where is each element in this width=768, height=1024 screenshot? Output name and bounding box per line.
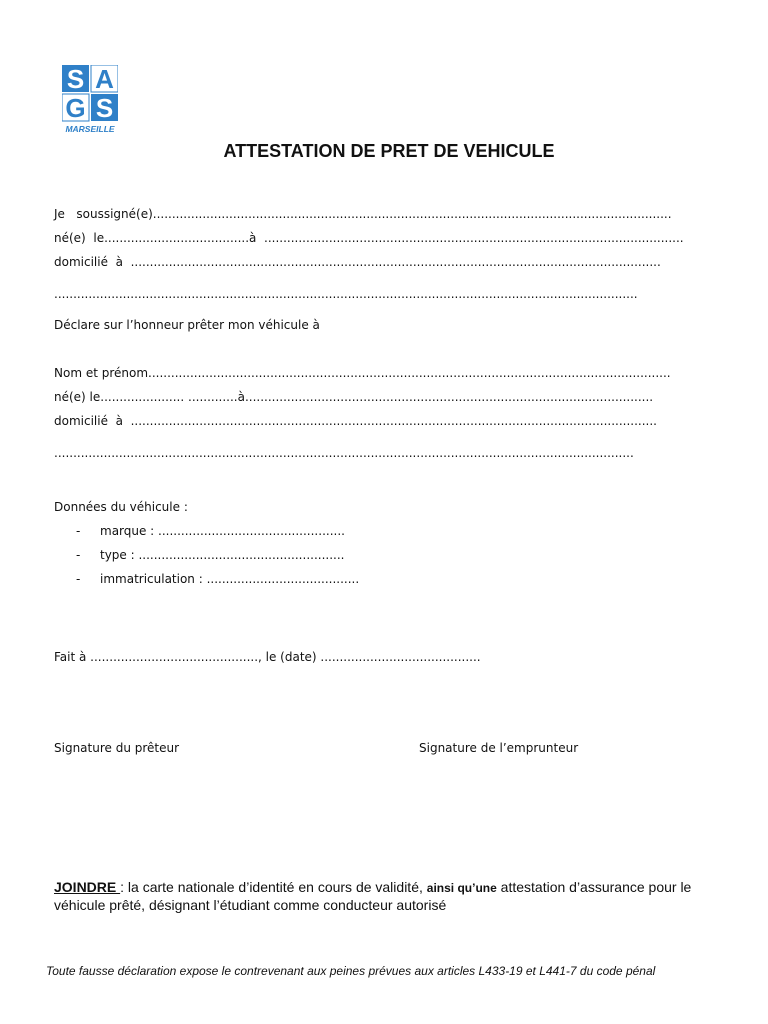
- logo-letter-2: A: [95, 65, 115, 94]
- sags-logo-mark: [62, 65, 118, 135]
- borrower-signature-label: Signature de l’emprunteur: [419, 741, 579, 755]
- joindre-text-1: : la carte nationale d’identité en cours de validité,: [120, 879, 427, 895]
- joindre-text-2: attestation d’assurance pour le véhicule prêté, désignant l’étudiant comme conducteur autorisé: [54, 879, 692, 913]
- vehicle-heading: Données du véhicule :: [54, 500, 188, 514]
- bullet-dash: -: [76, 524, 81, 538]
- borrower-address-line-2[interactable]: ........................................................................................................................................................: [54, 446, 634, 460]
- logo-letter-4: S: [96, 93, 114, 123]
- joindre-label: JOINDRE: [54, 879, 121, 895]
- document-title: ATTESTATION DE PRET DE VEHICULE: [223, 141, 555, 161]
- logo-subtitle: MARSEILLE: [65, 124, 115, 134]
- vehicle-brand-line[interactable]: marque : .................................................: [100, 524, 345, 538]
- lender-address-line-2[interactable]: .........................................................................................................................................................: [54, 287, 638, 301]
- bullet-dash: -: [76, 572, 81, 586]
- attachment-note: [54, 879, 714, 914]
- lender-birth-line[interactable]: né(e) le......................................à ..............................................................................................................: [54, 231, 684, 245]
- legal-footer: Toute fausse déclaration expose le contrevenant aux peines prévues aux articles L433-19 et L441-7 du code pénal: [46, 964, 656, 978]
- borrower-name-line[interactable]: Nom et prénom.........................................................................................................................................: [54, 366, 671, 380]
- lender-address-line[interactable]: domicilié à ...........................................................................................................................................: [54, 255, 661, 269]
- borrower-address-line[interactable]: domicilié à ..........................................................................................................................................: [54, 414, 657, 428]
- vehicle-registration-line[interactable]: immatriculation : ........................................: [100, 572, 360, 586]
- borrower-birth-line[interactable]: né(e) le...................... .............à...........................................................................................................: [54, 390, 654, 404]
- joindre-bold: ainsi qu’une: [426, 881, 497, 895]
- lender-signature-label: Signature du prêteur: [54, 741, 180, 755]
- bullet-dash: -: [76, 548, 81, 562]
- declaration-text: Déclare sur l’honneur prêter mon véhicule à: [54, 318, 320, 332]
- vehicle-type-line[interactable]: type : ......................................................: [100, 548, 345, 562]
- lender-name-line[interactable]: Je soussigné(e)........................................................................................................................................: [54, 207, 672, 221]
- sags-logo: [52, 46, 115, 134]
- logo-letter-3: G: [65, 93, 86, 123]
- logo-letter-1: S: [67, 65, 85, 94]
- place-date-line[interactable]: Fait à ............................................, le (date) ..........................................: [54, 650, 481, 664]
